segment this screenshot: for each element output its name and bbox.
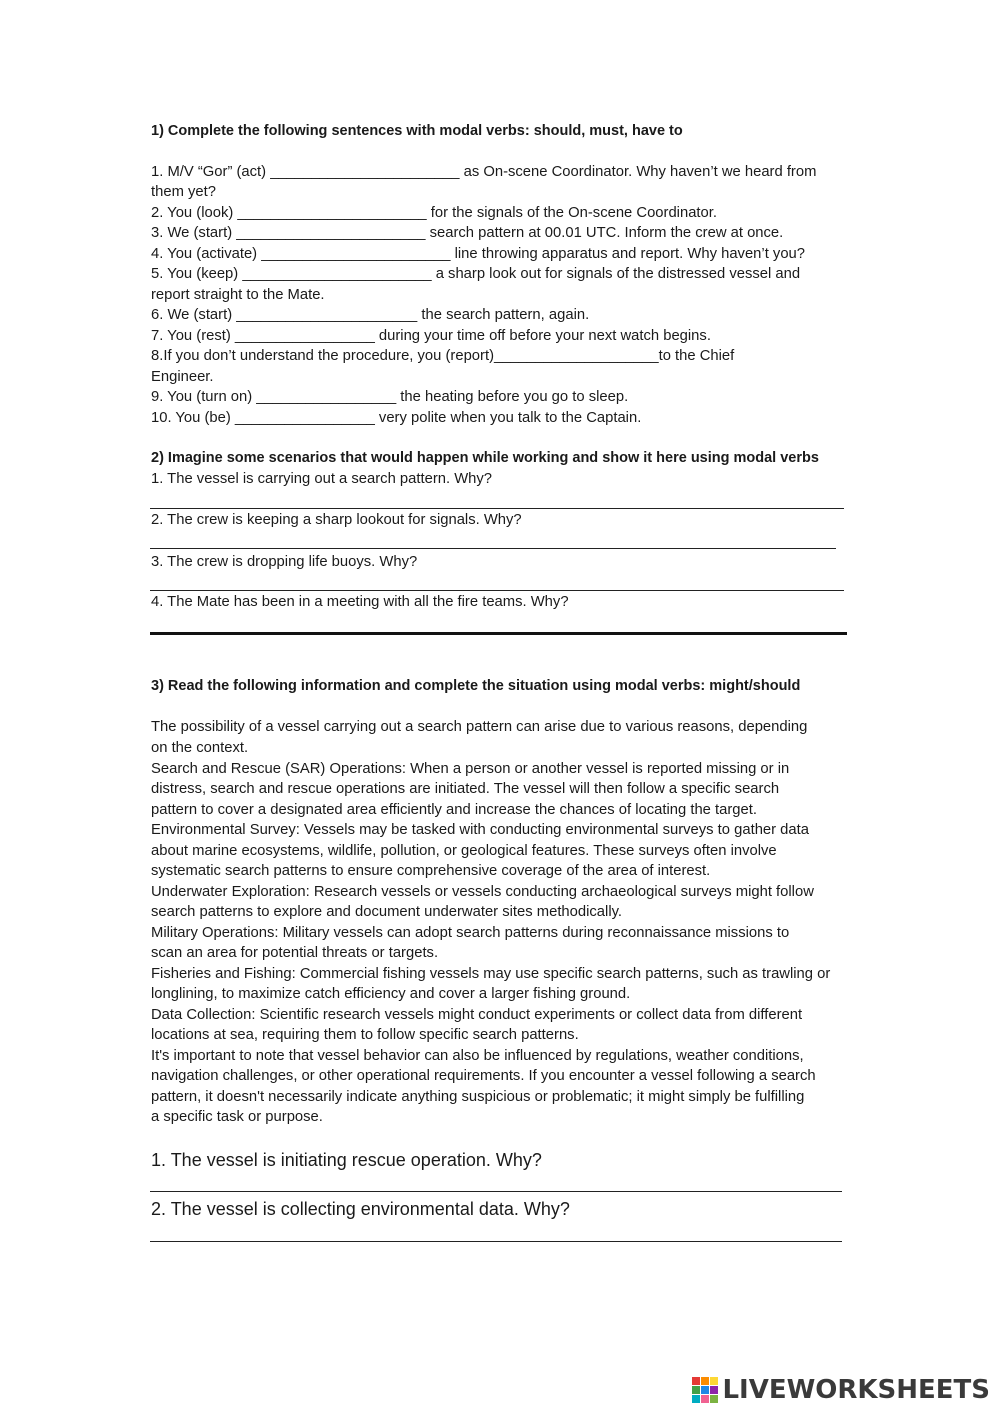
info-paragraph-line: Search and Rescue (SAR) Operations: When a person or another vessel is reported missing or in xyxy=(151,761,790,777)
logo-square xyxy=(710,1395,718,1403)
section1-line: report straight to the Mate. xyxy=(151,287,325,303)
info-paragraph-line: scan an area for potential threats or targets. xyxy=(151,945,439,961)
info-paragraph-line: It's important to note that vessel behavior can also be influenced by regulations, weather conditions, xyxy=(151,1048,804,1064)
section1-line: 6. We (start) ______________________ the search pattern, again. xyxy=(151,307,590,323)
section2-question: 4. The Mate has been in a meeting with all the fire teams. Why? xyxy=(151,594,569,610)
info-paragraph-line: distress, search and rescue operations are initiated. The vessel will then follow a specific search xyxy=(151,781,780,797)
section2-heading: 2) Imagine some scenarios that would happen while working and show it here using modal verbs xyxy=(151,450,819,466)
info-paragraph-line: pattern, it doesn't necessarily indicate anything suspicious or problematic; it might simply be fulfilling xyxy=(151,1089,805,1105)
section1-line: 10. You (be) _________________ very polite when you talk to the Captain. xyxy=(151,410,642,426)
info-paragraph-line: on the context. xyxy=(151,740,249,756)
section1-line: 2. You (look) _______________________ for the signals of the On-scene Coordinator. xyxy=(151,205,717,221)
answer-line[interactable] xyxy=(150,508,844,509)
section1-line: 1. M/V “Gor” (act) _______________________ as On-scene Coordinator. Why haven’t we heard from xyxy=(151,164,817,180)
info-paragraph-line: Environmental Survey: Vessels may be tasked with conducting environmental surveys to gather data xyxy=(151,822,809,838)
section1-line: 7. You (rest) _________________ during your time off before your next watch begins. xyxy=(151,328,711,344)
section2-question: 3. The crew is dropping life buoys. Why? xyxy=(151,554,418,570)
section1-line: Engineer. xyxy=(151,369,214,385)
section1-line: 8.If you don’t understand the procedure, you (report)____________________to the Chief xyxy=(151,348,735,364)
logo-square xyxy=(692,1395,700,1403)
logo-grid-icon xyxy=(692,1377,718,1403)
answer-line[interactable] xyxy=(150,590,844,591)
logo-square xyxy=(710,1377,718,1385)
section1-line: 4. You (activate) _______________________ line throwing apparatus and report. Why haven’t you? xyxy=(151,246,806,262)
info-paragraph-line: navigation challenges, or other operational requirements. If you encounter a vessel following a search xyxy=(151,1068,816,1084)
info-paragraph-line: longlining, to maximize catch efficiency and cover a larger fishing ground. xyxy=(151,986,631,1002)
logo-square xyxy=(692,1386,700,1394)
logo-text: LIVEWORKSHEETS xyxy=(722,1375,990,1405)
section1-heading: 1) Complete the following sentences with modal verbs: should, must, have to xyxy=(151,123,683,139)
info-paragraph-line: systematic search patterns to ensure comprehensive coverage of the area of interest. xyxy=(151,863,711,879)
section3-question: 1. The vessel is initiating rescue operation. Why? xyxy=(151,1150,542,1170)
liveworksheets-logo xyxy=(692,1375,990,1405)
info-paragraph-line: search patterns to explore and document underwater sites methodically. xyxy=(151,904,623,920)
section1-line: them yet? xyxy=(151,184,216,200)
section2-question: 2. The crew is keeping a sharp lookout for signals. Why? xyxy=(151,512,522,528)
info-paragraph-line: a specific task or purpose. xyxy=(151,1109,323,1125)
section1-line: 3. We (start) _______________________ search pattern at 00.01 UTC. Inform the crew at once. xyxy=(151,225,784,241)
info-paragraph-line: The possibility of a vessel carrying out a search pattern can arise due to various reasons, depending xyxy=(151,719,808,735)
info-paragraph-line: about marine ecosystems, wildlife, pollution, or geological features. These surveys often involve xyxy=(151,843,777,859)
info-paragraph-line: pattern to cover a designated area efficiently and increase the chances of locating the target. xyxy=(151,802,757,818)
answer-line[interactable] xyxy=(150,1191,842,1192)
section2-question: 1. The vessel is carrying out a search pattern. Why? xyxy=(151,471,493,487)
logo-square xyxy=(701,1386,709,1394)
section1-line: 5. You (keep) _______________________ a sharp look out for signals of the distressed vessel and xyxy=(151,266,801,282)
section3-question: 2. The vessel is collecting environmental data. Why? xyxy=(151,1199,570,1219)
answer-line[interactable] xyxy=(150,1241,842,1242)
answer-line[interactable] xyxy=(150,632,847,635)
answer-line[interactable] xyxy=(150,548,836,549)
info-paragraph-line: Fisheries and Fishing: Commercial fishing vessels may use specific search patterns, such as trawling or xyxy=(151,966,831,982)
logo-square xyxy=(701,1377,709,1385)
logo-square xyxy=(701,1395,709,1403)
logo-square xyxy=(710,1386,718,1394)
info-paragraph-line: Underwater Exploration: Research vessels or vessels conducting archaeological surveys might follow xyxy=(151,884,814,900)
section1-line: 9. You (turn on) _________________ the heating before you go to sleep. xyxy=(151,389,629,405)
info-paragraph-line: locations at sea, requiring them to follow specific search patterns. xyxy=(151,1027,579,1043)
info-paragraph-line: Data Collection: Scientific research vessels might conduct experiments or collect data from different xyxy=(151,1007,803,1023)
info-paragraph-line: Military Operations: Military vessels can adopt search patterns during reconnaissance missions to xyxy=(151,925,790,941)
section3-heading: 3) Read the following information and complete the situation using modal verbs: might/should xyxy=(151,678,801,694)
logo-square xyxy=(692,1377,700,1385)
